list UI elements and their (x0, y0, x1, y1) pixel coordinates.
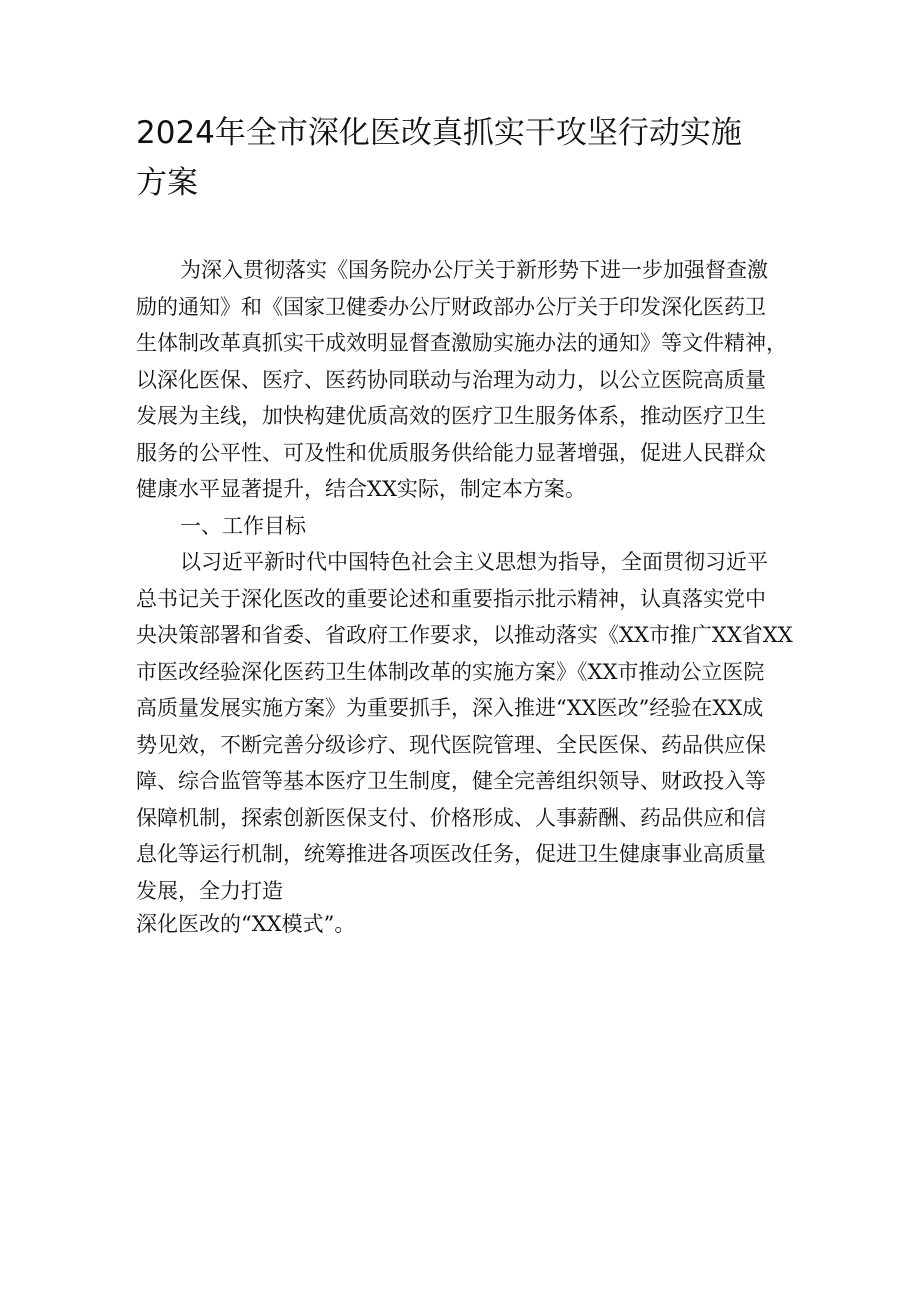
title-line-2: 方案 (136, 165, 198, 201)
paragraph-line: 服务的公平性、可及性和优质服务供给能力显著增强，促进人民群众 (136, 440, 766, 465)
goals-paragraph (136, 544, 796, 939)
paragraph-line: 保障机制，探索创新医保支付、价格形成、人事薪酬、药品供应和信 (136, 805, 766, 830)
paragraph-line: 生体制改革真抓实干成效明显督查激励实施办法的通知》等文件精神， (136, 331, 787, 355)
document-body (136, 252, 796, 939)
paragraph-line: 以习近平新时代中国特色社会主义思想为指导，全面贯彻习近平 (180, 550, 768, 574)
document-title (136, 108, 796, 208)
paragraph-line: 息化等运行机制，统筹推进各项医改任务，促进卫生健康事业高质量 (136, 842, 766, 866)
paragraph-line: 励的通知》和《国家卫健委办公厅财政部办公厅关于印发深化医药卫 (136, 294, 766, 319)
section-heading: 一、工作目标 (180, 513, 306, 538)
paragraph-line: 总书记关于深化医改的重要论述和重要指示批示精神，认真落实党中 (136, 586, 766, 611)
intro-paragraph (136, 252, 796, 508)
paragraph-line: 深化医改的“XX模式”。 (136, 912, 356, 936)
paragraph-line: 障、综合监管等基本医疗卫生制度，健全完善组织领导、财政投入等 (136, 769, 766, 793)
paragraph-line: 发展为主线，加快构建优质高效的医疗卫生服务体系，推动医疗卫生 (136, 404, 766, 428)
paragraph-line: 高质量发展实施方案》为重要抓手，深入推进“XX医改”经验在XX成 (136, 696, 764, 720)
paragraph-line: 央决策部署和省委、省政府工作要求，以推动落实《XX市推广XX省XX (136, 623, 793, 647)
paragraph-line: 为深入贯彻落实《国务院办公厅关于新形势下进一步加强督查激 (180, 258, 768, 282)
paragraph-line: 健康水平显著提升，结合XX实际，制定本方案。 (136, 477, 586, 501)
paragraph-line: 势见效，不断完善分级诊疗、现代医院管理、全民医保、药品供应保 (136, 732, 766, 757)
paragraph-line: 以深化医保、医疗、医药协同联动与治理为动力，以公立医院高质量 (136, 367, 766, 392)
title-line-1: 2024年全市深化医改真抓实干攻坚行动实施 (136, 115, 742, 151)
paragraph-line: 发展，全力打造 (136, 878, 283, 903)
paragraph-line: 市医改经验深化医药卫生体制改革的实施方案》《XX市推动公立医院 (136, 659, 765, 684)
